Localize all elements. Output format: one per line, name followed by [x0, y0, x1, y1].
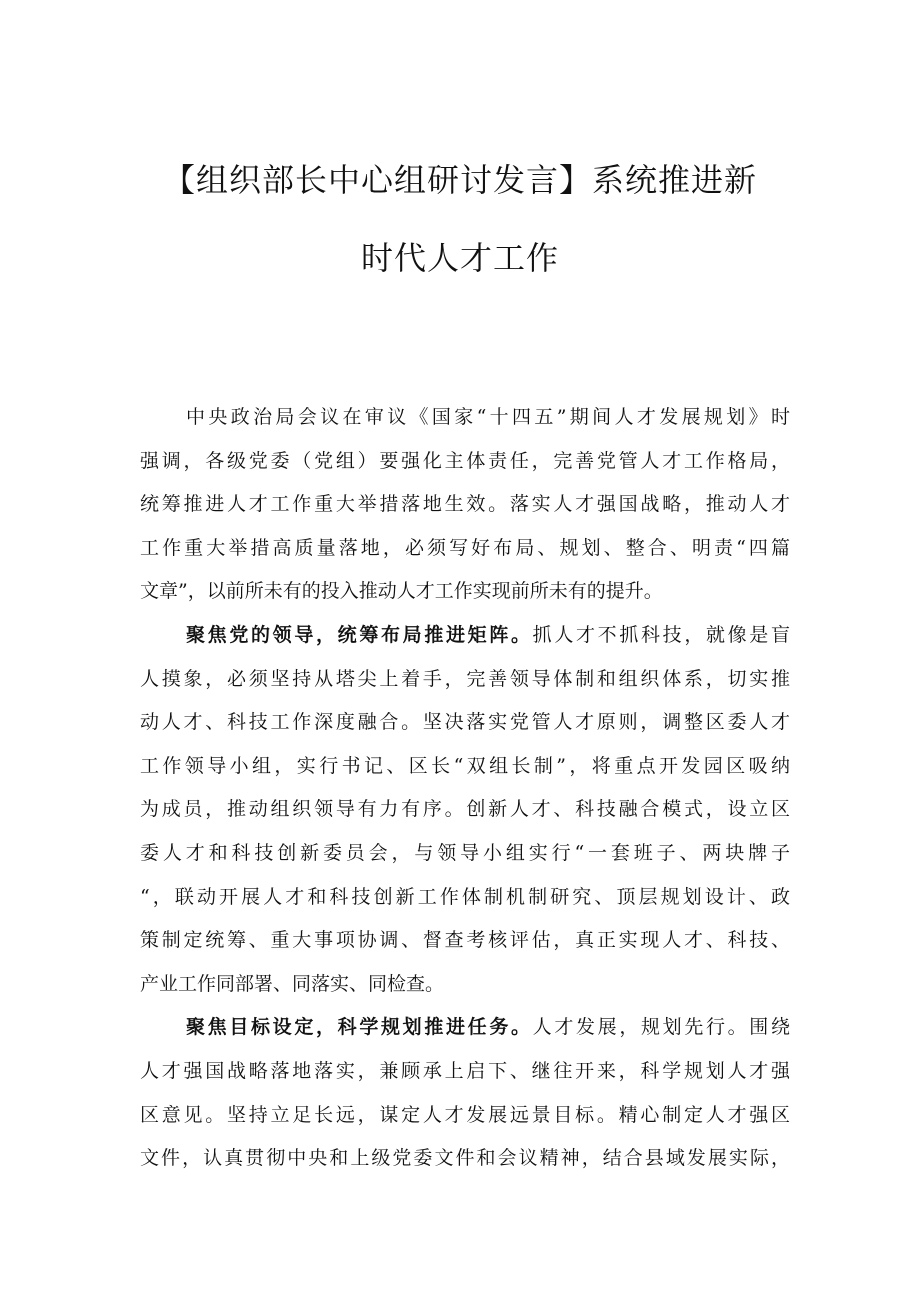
- text-line: 人摸象，必须坚持从塔尖上着手，完善领导体制和组织体系，切实推: [140, 667, 790, 690]
- text-line: “，联动开展人才和科技创新工作体制机制研究、顶层规划设计、政: [140, 885, 790, 908]
- text-line: 委人才和科技创新委员会，与领导小组实行“一套班子、两块牌子: [140, 841, 790, 864]
- paragraph-lead-heading: 聚焦目标设定，科学规划推进任务。: [186, 1016, 533, 1039]
- text-line: 为成员，推动组织领导有力有序。创新人才、科技融合模式，设立区: [140, 798, 790, 821]
- text-span: 人才发展，规划先行。围绕: [532, 1016, 790, 1039]
- paragraph-intro: [140, 396, 790, 614]
- text-line: 人才强国战略落地落实，兼顾承上启下、继往开来，科学规划人才强: [140, 1059, 790, 1082]
- text-line: [140, 1006, 790, 1050]
- paragraph-party-leadership: [140, 614, 790, 1006]
- text-line: 文件，认真贯彻中央和上级党委文件和会议精神，结合县域发展实际，: [140, 1147, 790, 1170]
- text-line: 区意见。坚持立足长远，谋定人才发展远景目标。精心制定人才强区: [140, 1103, 790, 1126]
- paragraph-lead-heading: 聚焦党的领导，统筹布局推进矩阵。: [186, 623, 533, 646]
- document-title-line-1: 【组织部长中心组研讨发言】系统推进新: [162, 161, 757, 199]
- document-title-line-2: 时代人才工作: [360, 239, 559, 277]
- text-line: 动人才、科技工作深度融合。坚决落实党管人才原则，调整区委人才: [140, 711, 790, 734]
- text-line: 工作重大举措高质量落地，必须写好布局、规划、整合、明责“四篇: [140, 536, 790, 559]
- text-line: 统筹推进人才工作重大举措落地生效。落实人才强国战略，推动人才: [140, 493, 790, 516]
- document-body: [140, 396, 790, 1181]
- text-line: 产业工作同部署、同落实、同检查。: [140, 972, 445, 995]
- text-line: 文章”，以前所未有的投入推动人才工作实现前所未有的提升。: [140, 580, 663, 603]
- text-span: 抓人才不抓科技，就像是盲: [532, 623, 790, 646]
- text-line: 中央政治局会议在审议《国家“十四五”期间人才发展规划》时: [186, 406, 790, 428]
- text-line: 策制定统筹、重大事项协调、督查考核评估，真正实现人才、科技、: [140, 929, 790, 952]
- paragraph-goal-setting: [140, 1006, 790, 1180]
- text-line: [140, 614, 790, 658]
- text-line: 工作领导小组，实行书记、区长“双组长制”，将重点开发园区吸纳: [140, 754, 790, 777]
- text-line: 强调，各级党委（党组）要强化主体责任，完善党管人才工作格局，: [140, 449, 790, 472]
